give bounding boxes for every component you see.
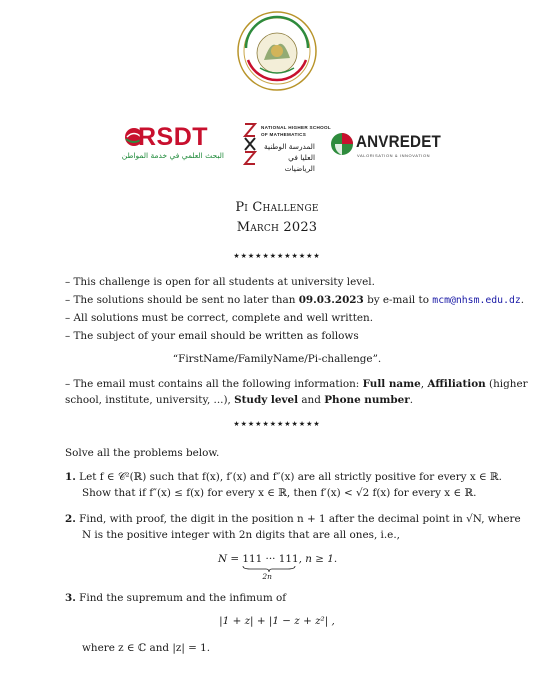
problem-3-line-2: where z ∈ ℂ and |z| = 1. [82, 642, 211, 654]
rsdt-tagline: البحث العلمي في خدمة المواطن [121, 151, 224, 160]
problem-2-line-1: Find, with proof, the digit in the position n + 1 after the decimal point in √N, where [79, 513, 521, 525]
required-study-level: Study level [234, 394, 299, 406]
document-date: March 2023 [236, 220, 318, 235]
nhsm-arabic-line-1: المدرسة الوطنية [264, 142, 315, 151]
problem-3-formula: |1 + z| + |1 − z + z²| , [219, 615, 335, 627]
formula-underbrace-label: 2n [262, 572, 273, 581]
problem-3-number: 3. [65, 592, 76, 604]
nhsm-arabic-name [259, 141, 315, 174]
rsdt-logo [121, 123, 224, 168]
rule-deadline-text-c: . [520, 294, 525, 306]
rule-solution-quality: – All solutions must be correct, complete and well written. [65, 312, 374, 324]
problem-1-line-1: Let f ∈ 𝒞²(ℝ) such that f(x), f′(x) and f″(x) are all strictly positive for every x ∈ ℝ. [79, 471, 502, 483]
rule-deadline-text-a: – The solutions should be sent no later than [65, 294, 299, 306]
rsdt-name: RSDT [138, 123, 209, 151]
rule-info-text-a: – The email must contains all the following information: [65, 378, 363, 390]
required-affiliation: Affiliation [427, 378, 486, 390]
rule-open-to-students: – This challenge is open for all students at university level. [65, 276, 375, 288]
anvredet-emblem-icon [330, 129, 354, 159]
formula-repunit [242, 553, 299, 581]
problem-2-formula [218, 553, 418, 581]
required-full-name: Full name [362, 378, 421, 390]
formula-digits: 111 ··· 111 [242, 553, 299, 565]
problem-1-line-2: Show that if f″(x) ≤ f(x) for every x ∈ ℝ, then f′(x) < √2 f(x) for every x ∈ ℝ. [82, 487, 477, 499]
rule-required-info-line-2 [65, 393, 495, 408]
rule-info-text-b: (higher [485, 378, 528, 390]
deadline-date: 09.03.2023 [298, 294, 364, 306]
document-title: Pi Challenge [235, 200, 319, 215]
rule-info-text-e: . [409, 394, 414, 406]
university-seal-logo [236, 10, 318, 92]
email-subject-format: “FirstName/FamilyName/Pi-challenge”. [172, 353, 382, 365]
nhsm-title-line-2: OF MATHEMATICS [261, 132, 307, 137]
rule-info-text-d: and [298, 394, 325, 406]
problem-1-number: 1. [65, 471, 76, 483]
required-phone-number: Phone number [324, 394, 410, 406]
formula-n-rhs: , n ≥ 1. [298, 553, 338, 565]
nhsm-arabic-line-2: العليا في الرياضيات [284, 153, 315, 173]
problem-2-line-2: N is the positive integer with 2n digits that are all ones, i.e., [82, 529, 400, 541]
contact-email-link[interactable]: mcm@nhsm.edu.dz [432, 295, 521, 306]
nhsm-title [261, 124, 331, 138]
rule-submission-deadline [65, 293, 525, 308]
problem-3 [65, 591, 495, 606]
rule-required-info-line-1 [65, 377, 528, 392]
anvredet-tagline: VALORISATION & INNOVATION [357, 153, 431, 158]
problem-3-line-1: Find the supremum and the infimum of [79, 592, 287, 604]
nhsm-logo [243, 122, 333, 173]
problem-2 [65, 512, 521, 527]
star-separator-2: ★★★★★★★★★★★★ [233, 420, 321, 428]
star-separator: ★★★★★★★★★★★★ [233, 252, 321, 260]
problem-1 [65, 470, 502, 485]
anvredet-name: ANVREDET [356, 133, 441, 151]
rule-info-text-c: school, institute, university, ...), [65, 394, 235, 406]
rule-info-sep: , [420, 378, 428, 390]
formula-n-lhs: N = [218, 553, 243, 565]
anvredet-logo [330, 127, 441, 165]
nhsm-monogram-icon [243, 122, 257, 166]
problem-2-number: 2. [65, 513, 76, 525]
nhsm-title-line-1: NATIONAL HIGHER SCHOOL [261, 125, 331, 130]
problems-intro: Solve all the problems below. [65, 447, 220, 459]
rule-email-subject: – The subject of your email should be written as follows [65, 330, 359, 342]
rule-deadline-text-b: by e-mail to [363, 294, 433, 306]
